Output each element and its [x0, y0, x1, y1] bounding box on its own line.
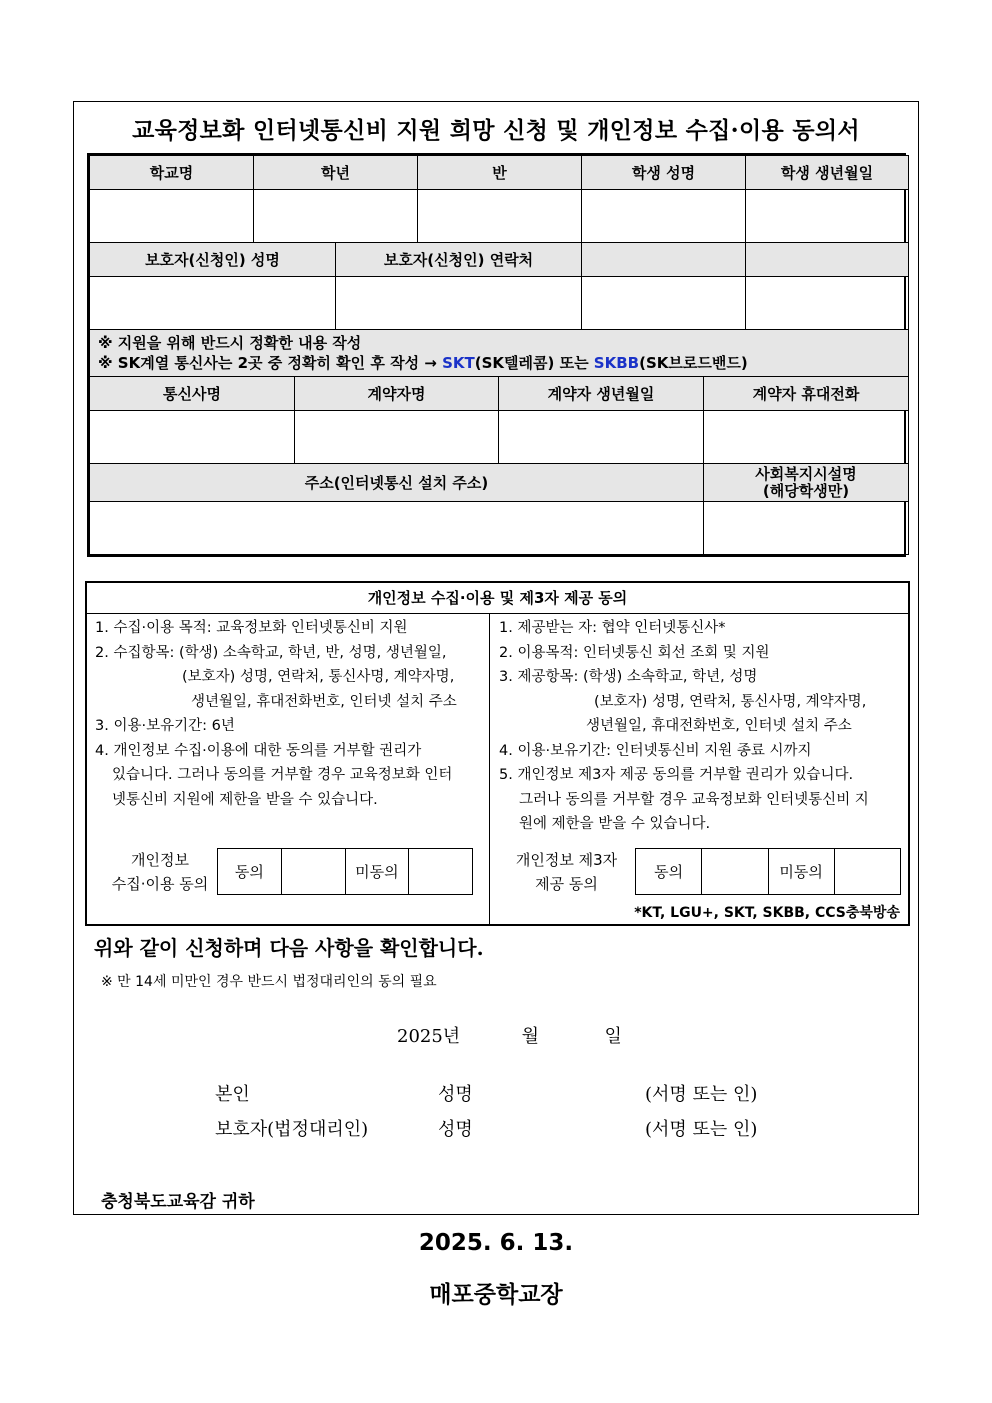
input-carrier-name[interactable] — [90, 411, 295, 464]
issue-date: 2025. 6. 13. — [418, 1230, 574, 1256]
consent-left-item: 있습니다. 그러나 동의를 거부할 경우 교육정보화 인터 — [112, 767, 453, 783]
confirmation-statement: 위와 같이 신청하며 다음 사항을 확인합니다. — [94, 936, 484, 960]
input-contractor-birthdate[interactable] — [499, 411, 704, 464]
header-contractor-name: 계약자명 — [295, 377, 499, 411]
guardian-name-label: 성명 — [438, 1119, 473, 1140]
consent-box — [85, 581, 910, 926]
under-14-note: ※ 만 14세 미만인 경우 반드시 법정대리인의 동의 필요 — [101, 974, 437, 990]
notes-box — [90, 330, 909, 377]
consent-left-item: 4. 개인정보 수집·이용에 대한 동의를 거부할 권리가 — [95, 742, 422, 759]
note-accurate: ※ 지원을 위해 반드시 정확한 내용 작성 — [98, 334, 362, 352]
collection-disagree-box[interactable] — [409, 849, 473, 895]
consent-left-item: 생년월일, 휴대전화번호, 인터넷 설치 주소 — [191, 693, 457, 710]
consent-right-item: 4. 이용·보유기간: 인터넷통신비 지원 종료 시까지 — [499, 742, 812, 759]
consent-right-item: 생년월일, 휴대전화번호, 인터넷 설치 주소 — [586, 718, 852, 734]
third-party-agree-box[interactable] — [702, 849, 768, 895]
self-name-label: 성명 — [438, 1084, 473, 1105]
input-grade[interactable] — [254, 190, 418, 243]
collection-disagree-label: 미동의 — [345, 849, 409, 895]
third-party-disagree-label: 미동의 — [768, 849, 834, 895]
recipient: 충청북도교육감 귀하 — [101, 1192, 255, 1212]
form-title: 교육정보화 인터넷통신비 지원 희망 신청 및 개인정보 수집·이용 동의서 — [132, 117, 860, 144]
consent-left-item: (보호자) 성명, 연락처, 통신사명, 계약자명, — [182, 669, 455, 685]
input-guardian-name[interactable] — [90, 277, 336, 330]
consent-right-item: (보호자) 성명, 연락처, 통신사명, 계약자명, — [594, 693, 867, 710]
third-party-disagree-box[interactable] — [834, 849, 900, 895]
input-welfare-facility[interactable] — [704, 502, 909, 555]
header-guardian-name: 보호자(신청인) 성명 — [90, 243, 336, 277]
input-contractor-phone[interactable] — [704, 411, 909, 464]
header-student-name: 학생 성명 — [582, 156, 746, 190]
header-empty-1 — [582, 243, 746, 277]
consent-divider — [489, 613, 490, 924]
signature-date: 2025년 월 일 — [397, 1026, 622, 1047]
consent-left-column — [95, 616, 483, 812]
third-party-agree-label: 동의 — [636, 849, 702, 895]
consent-right-item: 그러나 동의를 거부할 경우 교육정보화 인터넷통신비 지 — [519, 791, 869, 808]
consent-left-item: 3. 이용·보유기간: 6년 — [95, 718, 235, 734]
consent-left-item: 2. 수집항목: (학생) 소속학교, 학년, 반, 성명, 생년월일, — [95, 644, 447, 661]
consent-title: 개인정보 수집·이용 및 제3자 제공 동의 — [87, 583, 908, 614]
collection-agree-box[interactable] — [281, 849, 345, 895]
header-welfare-facility: 사회복지시설명 (해당학생만) — [704, 464, 909, 502]
header-empty-2 — [746, 243, 909, 277]
consent-right-column — [499, 616, 909, 837]
input-install-address[interactable] — [90, 502, 704, 555]
input-student-name[interactable] — [582, 190, 746, 243]
header-contractor-phone: 계약자 휴대전화 — [704, 377, 909, 411]
input-guardian-contact[interactable] — [336, 277, 582, 330]
application-table — [87, 153, 906, 557]
header-install-address: 주소(인터넷통신 설치 주소) — [90, 464, 704, 502]
input-contractor-name[interactable] — [295, 411, 499, 464]
input-school-name[interactable] — [90, 190, 254, 243]
consent-left-item: 넷통신비 지원에 제한을 받을 수 있습니다. — [112, 791, 378, 808]
header-grade: 학년 — [254, 156, 418, 190]
application-form-frame — [73, 101, 919, 1215]
header-contractor-birthdate: 계약자 생년월일 — [499, 377, 704, 411]
header-school-name: 학교명 — [90, 156, 254, 190]
collection-consent-label: 개인정보 수집·이용 동의 — [111, 851, 209, 893]
school-principal: 매포중학교장 — [429, 1282, 563, 1308]
third-party-consent-label: 개인정보 제3자 제공 동의 — [515, 851, 618, 893]
self-sign-field[interactable]: (서명 또는 인) — [645, 1084, 758, 1105]
input-student-birthdate[interactable] — [746, 190, 909, 243]
note-sk-carriers: ※ SK계열 통신사는 2곳 중 정확히 확인 후 작성 → SKT(SK텔레콤) 또는 SKBB(SK브로드밴드) — [98, 354, 748, 372]
guardian-label: 보호자(법정대리인) — [215, 1119, 369, 1140]
consent-left-item: 1. 수집·이용 목적: 교육정보화 인터넷통신비 지원 — [95, 620, 408, 636]
header-guardian-contact: 보호자(신청인) 연락처 — [336, 243, 582, 277]
self-label: 본인 — [215, 1084, 250, 1105]
carrier-list-footnote: *KT, LGU+, SKT, SKBB, CCS충북방송 — [634, 905, 900, 921]
consent-right-item: 2. 이용목적: 인터넷통신 회선 조회 및 지원 — [499, 644, 770, 661]
input-class[interactable] — [418, 190, 582, 243]
header-student-birthdate: 학생 생년월일 — [746, 156, 909, 190]
header-class: 반 — [418, 156, 582, 190]
guardian-sign-field[interactable]: (서명 또는 인) — [645, 1119, 758, 1140]
header-carrier-name: 통신사명 — [90, 377, 295, 411]
input-empty-1[interactable] — [582, 277, 746, 330]
collection-agree-label: 동의 — [218, 849, 282, 895]
consent-right-item: 5. 개인정보 제3자 제공 동의를 거부할 권리가 있습니다. — [499, 767, 854, 783]
consent-right-item: 1. 제공받는 자: 협약 인터넷통신사* — [499, 620, 726, 636]
consent-right-item: 3. 제공항목: (학생) 소속학교, 학년, 성명 — [499, 669, 758, 685]
consent-right-item: 원에 제한을 받을 수 있습니다. — [519, 816, 711, 832]
input-empty-2[interactable] — [746, 277, 909, 330]
